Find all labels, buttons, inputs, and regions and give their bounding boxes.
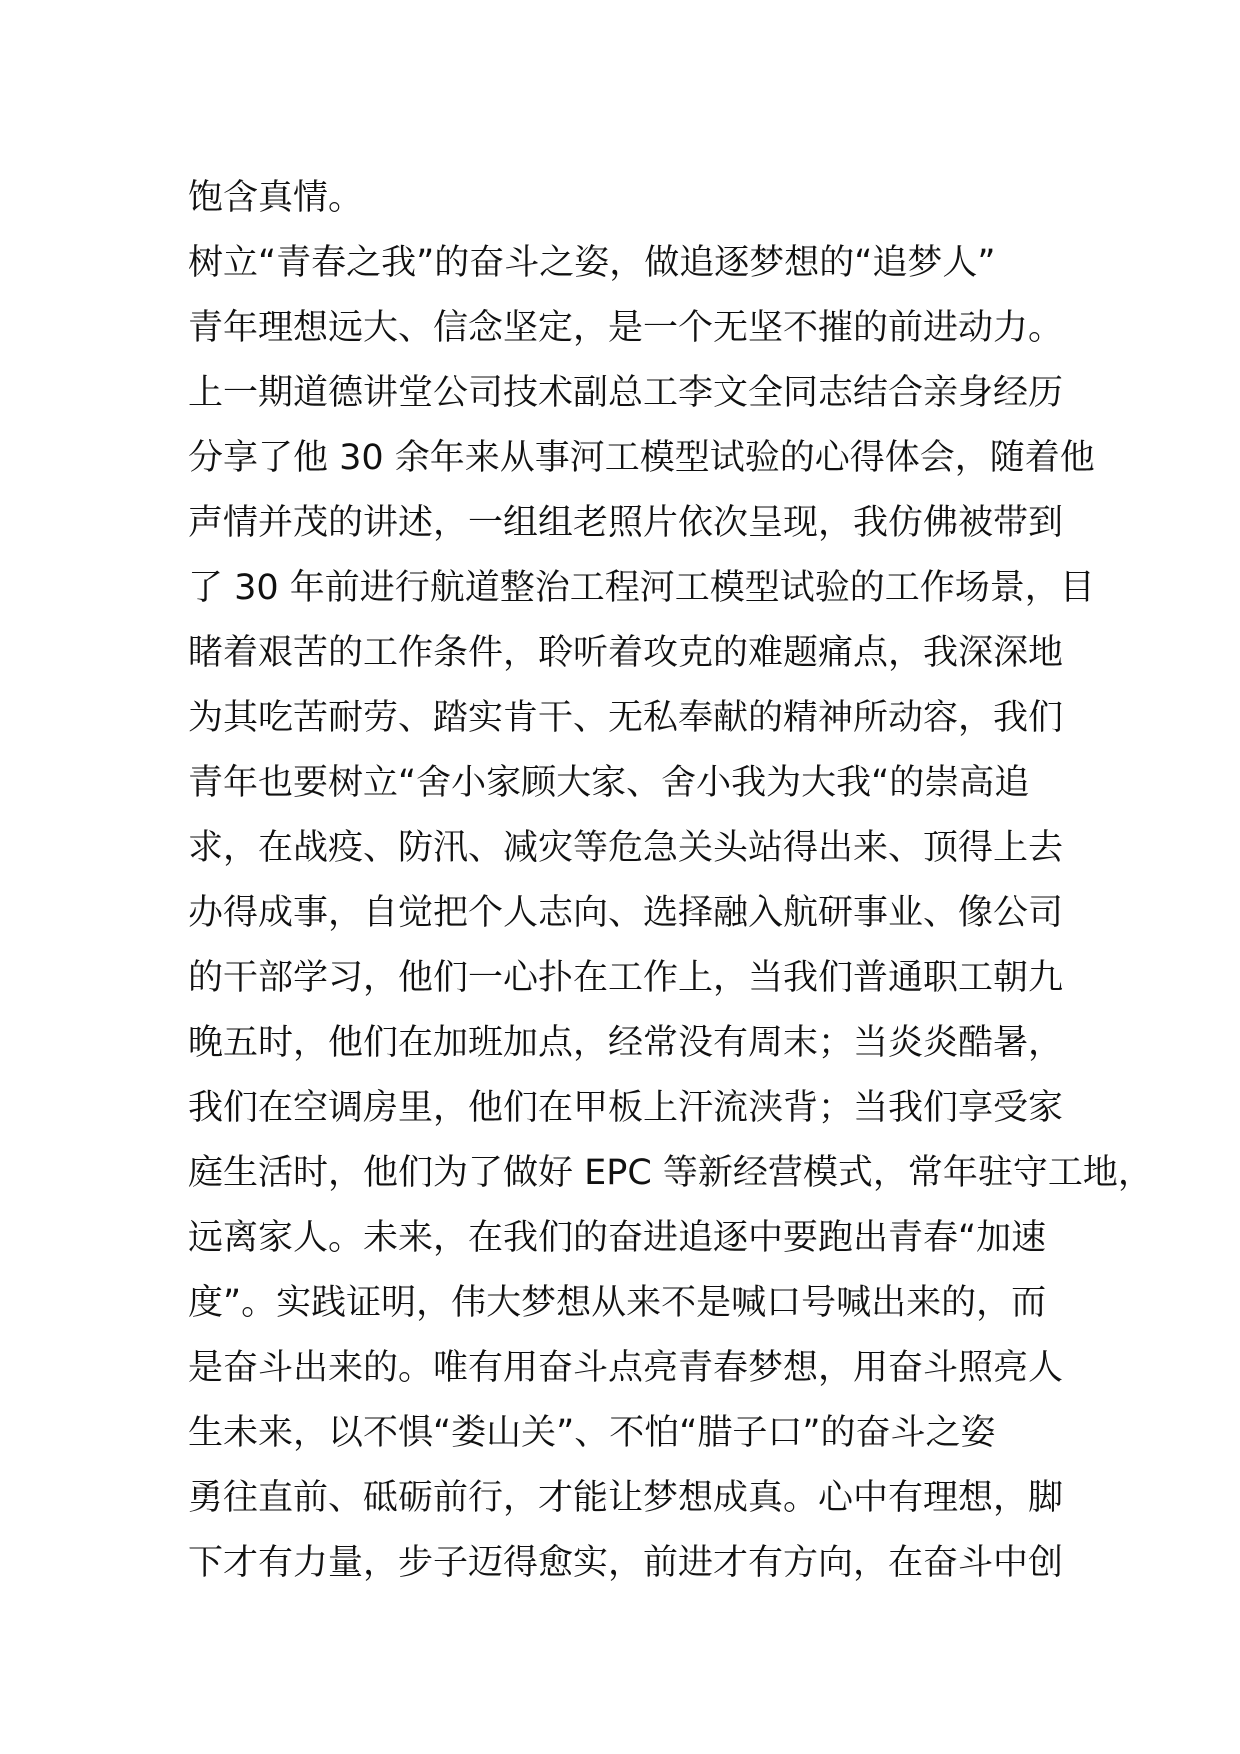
text-line: 庭生活时，他们为了做好 EPC 等新经营模式，常年驻守工地， xyxy=(188,1153,1153,1193)
text-line: 树立“青春之我”的奋斗之姿，做追逐梦想的“追梦人” xyxy=(188,243,996,283)
text-line: 为其吃苦耐劳、踏实肯干、无私奉献的精神所动容，我们 xyxy=(188,698,1064,738)
text-line: 的干部学习，他们一心扑在工作上，当我们普通职工朝九 xyxy=(188,958,1064,998)
text-line: 求，在战疫、防汛、减灾等危急关头站得出来、顶得上去 xyxy=(188,828,1064,868)
text-line: 上一期道德讲堂公司技术副总工李文全同志结合亲身经历 xyxy=(188,373,1064,413)
body-text xyxy=(188,166,1153,1596)
text-line: 下才有力量，步子迈得愈实，前进才有方向，在奋斗中创 xyxy=(188,1543,1064,1583)
text-line: 分享了他 30 余年来从事河工模型试验的心得体会，随着他 xyxy=(188,438,1095,478)
text-line: 声情并茂的讲述，一组组老照片依次呈现，我仿佛被带到 xyxy=(188,503,1064,543)
text-line: 饱含真情。 xyxy=(188,178,364,218)
text-line: 晚五时，他们在加班加点，经常没有周末；当炎炎酷暑， xyxy=(188,1023,1064,1063)
text-line: 了 30 年前进行航道整治工程河工模型试验的工作场景，目 xyxy=(188,568,1095,608)
text-line: 我们在空调房里，他们在甲板上汗流浃背；当我们享受家 xyxy=(188,1088,1064,1128)
text-line: 睹着艰苦的工作条件，聆听着攻克的难题痛点，我深深地 xyxy=(188,633,1064,673)
text-line: 青年理想远大、信念坚定，是一个无坚不摧的前进动力。 xyxy=(188,308,1064,348)
text-line: 度”。实践证明，伟大梦想从来不是喊口号喊出来的，而 xyxy=(188,1283,1047,1323)
text-line: 生未来，以不惧“娄山关”、不怕“腊子口”的奋斗之姿 xyxy=(188,1413,996,1453)
text-line: 是奋斗出来的。唯有用奋斗点亮青春梦想，用奋斗照亮人 xyxy=(188,1348,1064,1388)
text-line: 办得成事，自觉把个人志向、选择融入航研事业、像公司 xyxy=(188,893,1064,933)
text-line: 勇往直前、砥砺前行，才能让梦想成真。心中有理想，脚 xyxy=(188,1478,1064,1518)
text-line: 青年也要树立“舍小家顾大家、舍小我为大我“的崇高追 xyxy=(188,763,1030,803)
text-line: 远离家人。未来，在我们的奋进追逐中要跑出青春“加速 xyxy=(188,1218,1047,1258)
